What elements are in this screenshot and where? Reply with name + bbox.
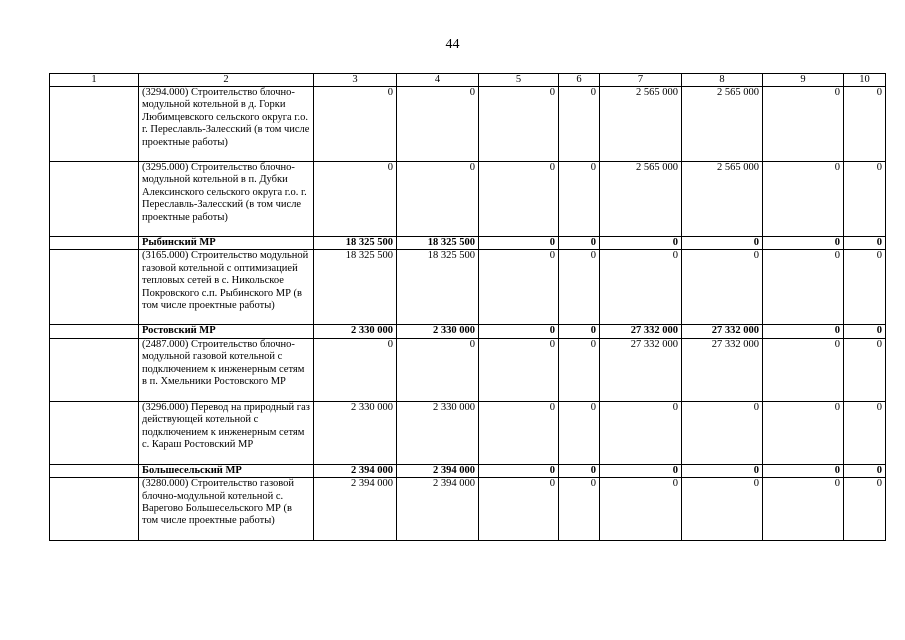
value-cell: 0 bbox=[314, 87, 397, 162]
value-cell: 0 bbox=[479, 401, 559, 464]
district-name-cell: Большесельский МР bbox=[139, 464, 314, 477]
value-cell: 2 394 000 bbox=[314, 478, 397, 541]
header-cell: 3 bbox=[314, 74, 397, 87]
page-number: 44 bbox=[445, 37, 460, 52]
value-cell: 0 bbox=[763, 162, 844, 237]
header-cell: 9 bbox=[763, 74, 844, 87]
row-index-cell bbox=[50, 464, 139, 477]
value-cell: 2 565 000 bbox=[682, 87, 763, 162]
row-index-cell bbox=[50, 338, 139, 401]
value-cell: 0 bbox=[479, 478, 559, 541]
value-cell: 0 bbox=[763, 464, 844, 477]
value-cell: 2 330 000 bbox=[397, 401, 479, 464]
value-cell: 2 394 000 bbox=[397, 464, 479, 477]
value-cell: 0 bbox=[844, 478, 886, 541]
value-cell: 0 bbox=[479, 162, 559, 237]
value-cell: 0 bbox=[559, 464, 600, 477]
value-cell: 0 bbox=[479, 338, 559, 401]
row-index-cell bbox=[50, 237, 139, 250]
value-cell: 0 bbox=[479, 237, 559, 250]
header-cell: 8 bbox=[682, 74, 763, 87]
table-row bbox=[50, 401, 886, 464]
table-row bbox=[50, 338, 886, 401]
value-cell: 0 bbox=[682, 237, 763, 250]
value-cell: 2 330 000 bbox=[397, 325, 479, 338]
value-cell: 0 bbox=[763, 338, 844, 401]
value-cell: 0 bbox=[844, 338, 886, 401]
value-cell: 0 bbox=[763, 87, 844, 162]
value-cell: 2 330 000 bbox=[314, 325, 397, 338]
project-name-cell: (3296.000) Перевод на природный газ действующей котельной с подключением к инженерным сетям с. Караш Ростовский МР bbox=[139, 401, 314, 464]
value-cell: 0 bbox=[844, 464, 886, 477]
value-cell: 0 bbox=[559, 87, 600, 162]
header-cell: 1 bbox=[50, 74, 139, 87]
value-cell: 2 330 000 bbox=[314, 401, 397, 464]
value-cell: 0 bbox=[559, 401, 600, 464]
row-index-cell bbox=[50, 87, 139, 162]
header-cell: 5 bbox=[479, 74, 559, 87]
budget-table bbox=[49, 73, 886, 541]
value-cell: 0 bbox=[763, 325, 844, 338]
value-cell: 0 bbox=[844, 250, 886, 325]
table-row bbox=[50, 478, 886, 541]
value-cell: 0 bbox=[559, 338, 600, 401]
value-cell: 0 bbox=[844, 325, 886, 338]
value-cell: 0 bbox=[314, 338, 397, 401]
value-cell: 0 bbox=[763, 250, 844, 325]
value-cell: 0 bbox=[844, 87, 886, 162]
value-cell: 0 bbox=[479, 250, 559, 325]
project-name-cell: (3295.000) Строительство блочно-модульной котельной в п. Дубки Алексинского сельского округа г.о. г. Переславль-Залесский (в том числе проектные работы) bbox=[139, 162, 314, 237]
value-cell: 0 bbox=[479, 464, 559, 477]
header-cell: 2 bbox=[139, 74, 314, 87]
project-name-cell: (3165.000) Строительство модульной газовой котельной с оптимизацией тепловых сетей в с. Никольское Покровского с.п. Рыбинского МР (в том числе проектные работы) bbox=[139, 250, 314, 325]
project-name-cell: (3280.000) Строительство газовой блочно-модульной котельной с. Варегово Большесельского МР (в том числе проектные работы) bbox=[139, 478, 314, 541]
district-name-cell: Ростовский МР bbox=[139, 325, 314, 338]
header-row bbox=[50, 74, 886, 87]
value-cell: 27 332 000 bbox=[600, 338, 682, 401]
value-cell: 0 bbox=[600, 478, 682, 541]
value-cell: 0 bbox=[600, 250, 682, 325]
group-row bbox=[50, 464, 886, 477]
group-row bbox=[50, 237, 886, 250]
value-cell: 0 bbox=[763, 478, 844, 541]
value-cell: 0 bbox=[559, 162, 600, 237]
value-cell: 0 bbox=[397, 162, 479, 237]
value-cell: 0 bbox=[600, 464, 682, 477]
value-cell: 0 bbox=[763, 401, 844, 464]
row-index-cell bbox=[50, 478, 139, 541]
table-row bbox=[50, 87, 886, 162]
value-cell: 0 bbox=[559, 325, 600, 338]
header-cell: 7 bbox=[600, 74, 682, 87]
value-cell: 0 bbox=[682, 401, 763, 464]
row-index-cell bbox=[50, 250, 139, 325]
value-cell: 18 325 500 bbox=[397, 237, 479, 250]
value-cell: 2 394 000 bbox=[397, 478, 479, 541]
header-cell: 10 bbox=[844, 74, 886, 87]
district-name-cell: Рыбинский МР bbox=[139, 237, 314, 250]
header-cell: 6 bbox=[559, 74, 600, 87]
value-cell: 0 bbox=[397, 87, 479, 162]
value-cell: 0 bbox=[479, 325, 559, 338]
value-cell: 18 325 500 bbox=[314, 237, 397, 250]
project-name-cell: (3294.000) Строительство блочно-модульной котельной в д. Горки Любимцевского сельского округа г.о. г. Переславль-Залесский (в том числе проектные работы) bbox=[139, 87, 314, 162]
value-cell: 0 bbox=[397, 338, 479, 401]
value-cell: 0 bbox=[844, 401, 886, 464]
value-cell: 2 565 000 bbox=[600, 87, 682, 162]
value-cell: 2 394 000 bbox=[314, 464, 397, 477]
project-name-cell: (2487.000) Строительство блочно-модульной газовой котельной с подключением к инженерным сетям в п. Хмельники Ростовского МР bbox=[139, 338, 314, 401]
value-cell: 0 bbox=[559, 237, 600, 250]
value-cell: 0 bbox=[763, 237, 844, 250]
value-cell: 0 bbox=[600, 237, 682, 250]
group-row bbox=[50, 325, 886, 338]
table-row bbox=[50, 250, 886, 325]
header-cell: 4 bbox=[397, 74, 479, 87]
value-cell: 0 bbox=[559, 250, 600, 325]
value-cell: 2 565 000 bbox=[600, 162, 682, 237]
row-index-cell bbox=[50, 325, 139, 338]
value-cell: 0 bbox=[682, 250, 763, 325]
value-cell: 0 bbox=[682, 464, 763, 477]
value-cell: 27 332 000 bbox=[600, 325, 682, 338]
value-cell: 0 bbox=[314, 162, 397, 237]
row-index-cell bbox=[50, 162, 139, 237]
value-cell: 18 325 500 bbox=[314, 250, 397, 325]
value-cell: 2 565 000 bbox=[682, 162, 763, 237]
value-cell: 0 bbox=[844, 237, 886, 250]
table-row bbox=[50, 162, 886, 237]
row-index-cell bbox=[50, 401, 139, 464]
value-cell: 0 bbox=[844, 162, 886, 237]
value-cell: 18 325 500 bbox=[397, 250, 479, 325]
value-cell: 0 bbox=[479, 87, 559, 162]
value-cell: 0 bbox=[682, 478, 763, 541]
value-cell: 27 332 000 bbox=[682, 325, 763, 338]
value-cell: 0 bbox=[559, 478, 600, 541]
value-cell: 27 332 000 bbox=[682, 338, 763, 401]
value-cell: 0 bbox=[600, 401, 682, 464]
